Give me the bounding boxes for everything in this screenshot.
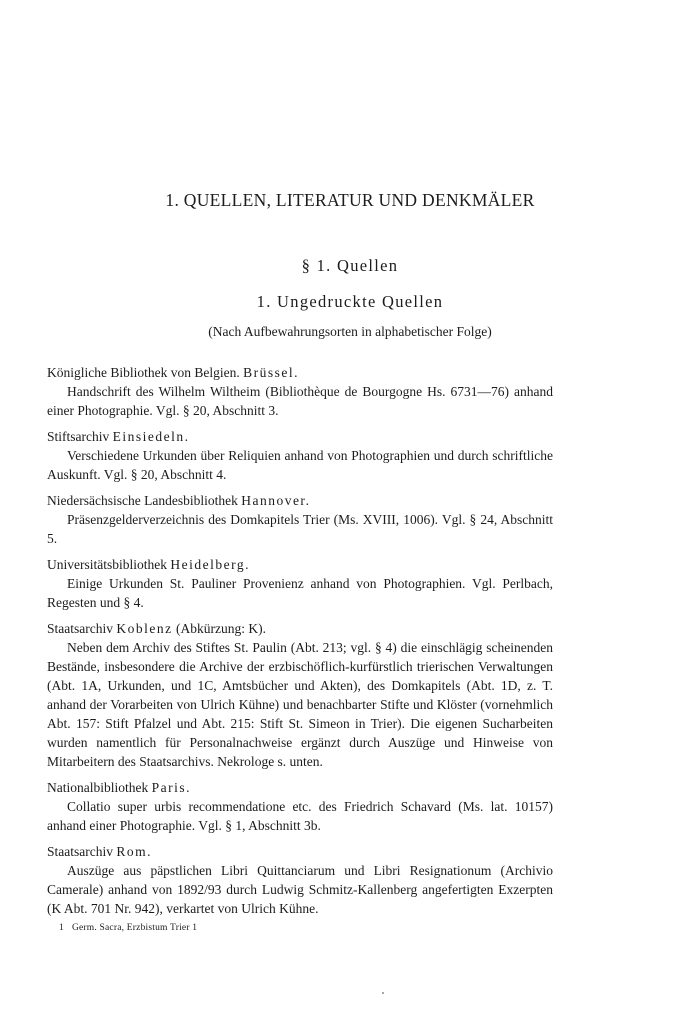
entry-location: Rom. xyxy=(116,844,152,859)
entry-heading xyxy=(47,619,553,638)
entry-institution: Stiftsarchiv xyxy=(47,429,110,444)
entry-location: Einsiedeln. xyxy=(112,429,190,444)
source-entry xyxy=(47,842,553,918)
source-entry xyxy=(47,491,553,548)
entry-body: Handschrift des Wilhelm Wiltheim (Bibliothèque de Bourgogne Hs. 6731—76) anhand einer Photographie. Vgl. § 20, Abschnitt 3. xyxy=(47,384,553,418)
source-entry xyxy=(47,363,553,420)
entry-location: Heidelberg. xyxy=(170,557,250,572)
entry-heading xyxy=(47,842,553,861)
footnote-number: 1 xyxy=(59,923,64,933)
entry-heading xyxy=(47,778,553,797)
section-title: § 1. Quellen xyxy=(301,256,399,275)
entry-location: Koblenz xyxy=(116,621,173,636)
entry-body: Präsenzgelderverzeichnis des Domkapitels Trier (Ms. XVIII, 1006). Vgl. § 24, Abschnitt 5. xyxy=(47,512,553,546)
page-mark xyxy=(382,992,384,994)
entry-body: Neben dem Archiv des Stiftes St. Paulin (Abt. 213; vgl. § 4) die einschlägig scheinenden Bestände, insbesondere die Archive der erzbischöflich-kurfürstlich trierischen Verwaltungen (Abt. 1A, Urkunden, und 1C, Amtsbücher und Akten), des Domkapitels (Abt. 1D, z. T. anhand der Vorarbeiten von Ulrich Kühne) und benachbarter Stifte und Klöster (vornehmlich Abt. 157: Stift Pfalzel und Abt. 215: Stift St. Simeon in Trier). Die eigenen Sucharbeiten wurden namentlich für Personalnachweise ergänzt durch Auszüge und Hinweise von Mitarbeitern des Staatsarchivs. Nekrologe s. unten. xyxy=(47,640,553,769)
entry-location: Brüssel. xyxy=(243,365,299,380)
entry-institution: Nationalbibliothek xyxy=(47,780,149,795)
entry-heading xyxy=(47,363,553,382)
entry-location: Paris. xyxy=(151,780,191,795)
entry-body: Collatio super urbis recommendatione etc. des Friedrich Schavard (Ms. lat. 10157) anhand einer Photographie. Vgl. § 1, Abschnitt 3b. xyxy=(47,799,553,833)
entry-body: Einige Urkunden St. Pauliner Provenienz anhand von Photographien. Vgl. Perlbach, Regesten und § 4. xyxy=(47,576,553,610)
entry-institution: Niedersächsische Landesbibliothek xyxy=(47,493,238,508)
entry-institution: Staatsarchiv xyxy=(47,844,113,859)
source-entry xyxy=(47,619,553,771)
entry-heading xyxy=(47,491,553,510)
entry-institution: Königliche Bibliothek von Belgien. xyxy=(47,365,240,380)
entry-heading xyxy=(47,427,553,446)
entry-body: Auszüge aus päpstlichen Libri Quittanciarum und Libri Resignationum (Archivio Camerale) anhand von 1892/93 durch Ludwig Schmitz-Kallenberg angefertigten Exzerpten (K Abt. 701 Nr. 942), verkartet von Ulrich Kühne. xyxy=(47,863,553,916)
source-list xyxy=(47,363,553,925)
subsection-title: 1. Ungedruckte Quellen xyxy=(256,292,444,311)
chapter-title: 1. QUELLEN, LITERATUR UND DENKMÄLER xyxy=(165,190,535,210)
subtitle: (Nach Aufbewahrungsorten in alphabetischer Folge) xyxy=(208,324,492,339)
footnote-text: Germ. Sacra, Erzbistum Trier 1 xyxy=(71,923,198,933)
source-entry xyxy=(47,555,553,612)
entry-institution: Staatsarchiv xyxy=(47,621,113,636)
entry-abbreviation: (Abkürzung: K). xyxy=(175,621,266,636)
source-entry xyxy=(47,427,553,484)
entry-heading xyxy=(47,555,553,574)
source-entry xyxy=(47,778,553,835)
entry-body: Verschiedene Urkunden über Reliquien anhand von Photographien und durch schriftliche Auskunft. Vgl. § 20, Abschnitt 4. xyxy=(47,448,553,482)
entry-location: Hannover. xyxy=(241,493,311,508)
footnote xyxy=(59,923,197,933)
entry-institution: Universitätsbibliothek xyxy=(47,557,167,572)
